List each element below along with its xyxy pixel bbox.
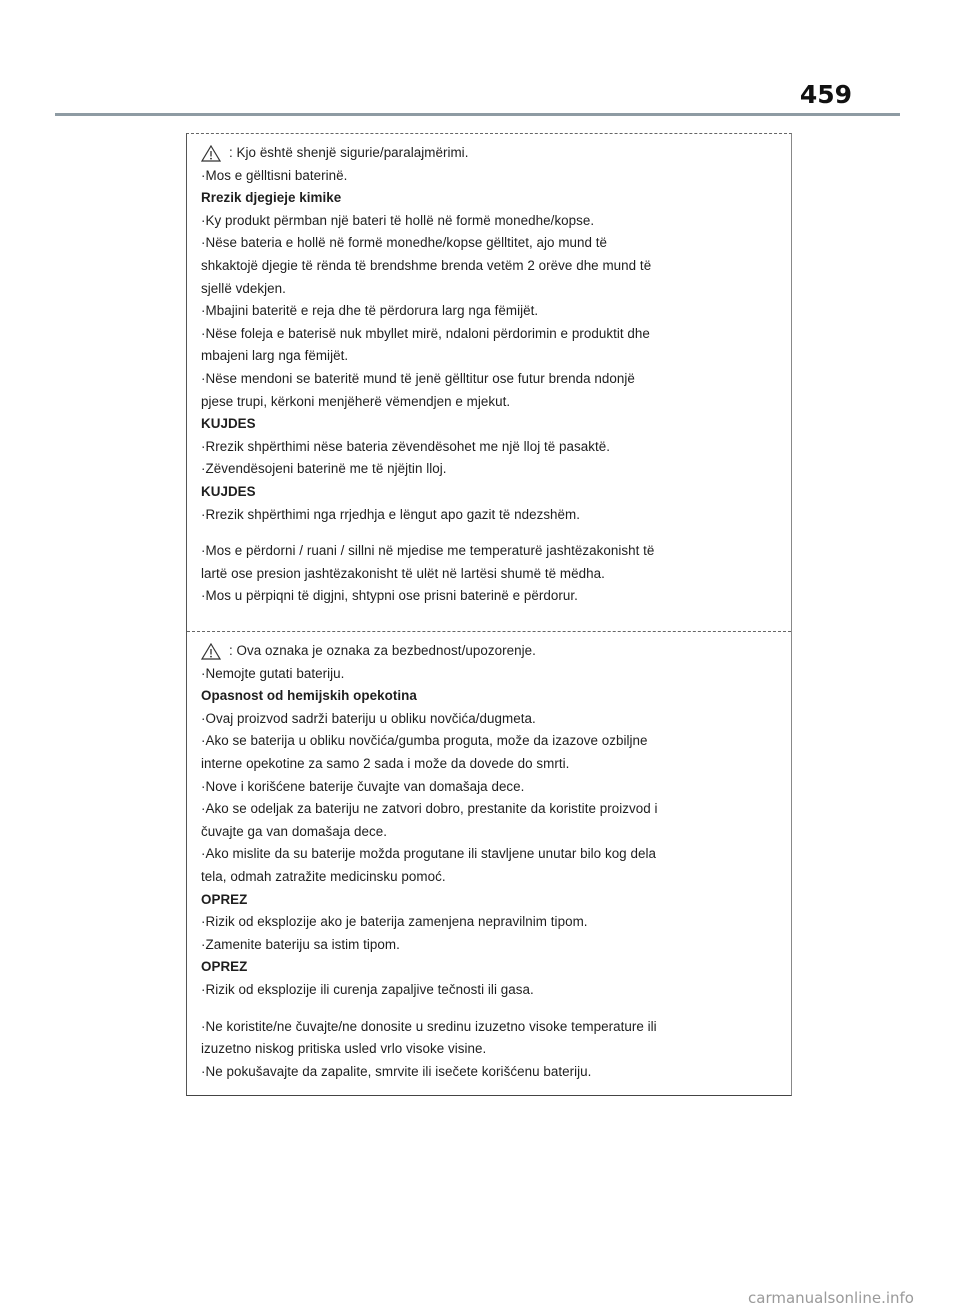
text-line: ·Rizik od eksplozije ako je baterija zamenjena nepravilnim tipom. [201, 914, 588, 930]
text-line: ·Ako mislite da su baterije možda progutane ili stavljene unutar bilo kog dela [201, 846, 656, 862]
text-line: tela, odmah zatražite medicinsku pomoć. [201, 868, 446, 884]
text-line: shkaktojë djegie të rënda të brendshme brenda vetëm 2 orëve dhe mund të [201, 257, 652, 273]
text-line: ·Nove i korišćene baterije čuvajte van domašaja dece. [201, 778, 525, 794]
text-line: izuzetno niskog pritiska usled vrlo visoke visine. [201, 1041, 487, 1057]
text-line: ·Mos u përpiqni të digjni, shtypni ose prisni baterinë e përdorur. [201, 588, 578, 604]
serbian-warning-heading [201, 640, 781, 663]
text-line: čuvajte ga van domašaja dece. [201, 823, 388, 839]
text-line: mbajeni larg nga fëmijët. [201, 348, 349, 364]
text-line: ·Rizik od eksplozije ili curenja zapaljive tečnosti ili gasa. [201, 981, 534, 997]
page-number: 459 [799, 80, 852, 109]
warning-notice-scan [186, 133, 792, 1096]
text-line: ·Ako se baterija u obliku novčića/gumba proguta, može da izazove ozbiljne [201, 733, 648, 749]
text-line: ·Zamenite bateriju sa istim tipom. [201, 936, 400, 952]
warning-triangle-icon [201, 145, 221, 162]
text-line: ·Nëse bateria e hollë në formë monedhe/kopse gëlltitet, ajo mund të [201, 235, 608, 251]
section-heading: Rrezik djegieje kimike [201, 190, 342, 206]
paragraph-gap [201, 1002, 781, 1016]
text-line: ·Mos e gëlltisni baterinë. [201, 167, 348, 183]
text-line: lartë ose presion jashtëzakonisht të ulët në lartësi shumë të mëdha. [201, 565, 605, 581]
section-heading: KUJDES [201, 483, 256, 499]
text-line: ·Ako se odeljak za bateriju ne zatvori dobro, prestanite da koristite proizvod i [201, 801, 658, 817]
text-line: ·Ovaj proizvod sadrži bateriju u obliku novčića/dugmeta. [201, 710, 536, 726]
text-line: ·Mos e përdorni / ruani / sillni në mjedise me temperaturë jashtëzakonisht të [201, 543, 655, 559]
section-heading: OPREZ [201, 891, 248, 907]
text-line: ·Rrezik shpërthimi nëse bateria zëvendësohet me një lloj të pasaktë. [201, 438, 611, 454]
text-line: pjese trupi, kërkoni menjëherë vëmendjen e mjekut. [201, 393, 511, 409]
text-line: ·Nemojte gutati bateriju. [201, 665, 345, 681]
text-line: ·Zëvendësojeni baterinë me të njëjtin lloj. [201, 461, 447, 477]
albanian-warning-heading [201, 142, 781, 165]
section-heading: Opasnost od hemijskih opekotina [201, 688, 417, 704]
header-rule [55, 113, 900, 116]
text-line: ·Rrezik shpërthimi nga rrjedhja e lëngut apo gazit të ndezshëm. [201, 506, 581, 522]
section-heading: KUJDES [201, 416, 256, 432]
text-line: interne opekotine za samo 2 sada i može da dovede do smrti. [201, 755, 570, 771]
serbian-warning-section [187, 631, 791, 1083]
albanian-warning-label: : Kjo është shenjë sigurie/paralajmërimi. [229, 145, 469, 160]
text-line: ·Nëse foleja e baterisë nuk mbyllet mirë, ndaloni përdorimin e produktit dhe [201, 325, 650, 341]
albanian-lines [201, 165, 781, 608]
text-line: ·Ky produkt përmban një bateri të hollë në formë monedhe/kopse. [201, 212, 595, 228]
section-heading: OPREZ [201, 959, 248, 975]
text-line: ·Mbajini bateritë e reja dhe të përdorura larg nga fëmijët. [201, 303, 539, 319]
text-line: ·Ne koristite/ne čuvajte/ne donosite u sredinu izuzetno visoke temperature ili [201, 1018, 657, 1034]
serbian-lines [201, 663, 781, 1084]
warning-triangle-icon [201, 643, 221, 660]
text-line: ·Ne pokušavajte da zapalite, smrvite ili isečete korišćenu bateriju. [201, 1063, 592, 1079]
text-line: sjellë vdekjen. [201, 280, 286, 296]
paragraph-gap [201, 526, 781, 540]
footer-watermark-text: carmanualsonline.info [748, 1289, 914, 1307]
text-line: ·Nëse mendoni se bateritë mund të jenë gëlltitur ose futur brenda ndonjë [201, 370, 635, 386]
albanian-warning-section [187, 134, 791, 608]
serbian-warning-label: : Ova oznaka je oznaka za bezbednost/upozorenje. [229, 643, 536, 658]
